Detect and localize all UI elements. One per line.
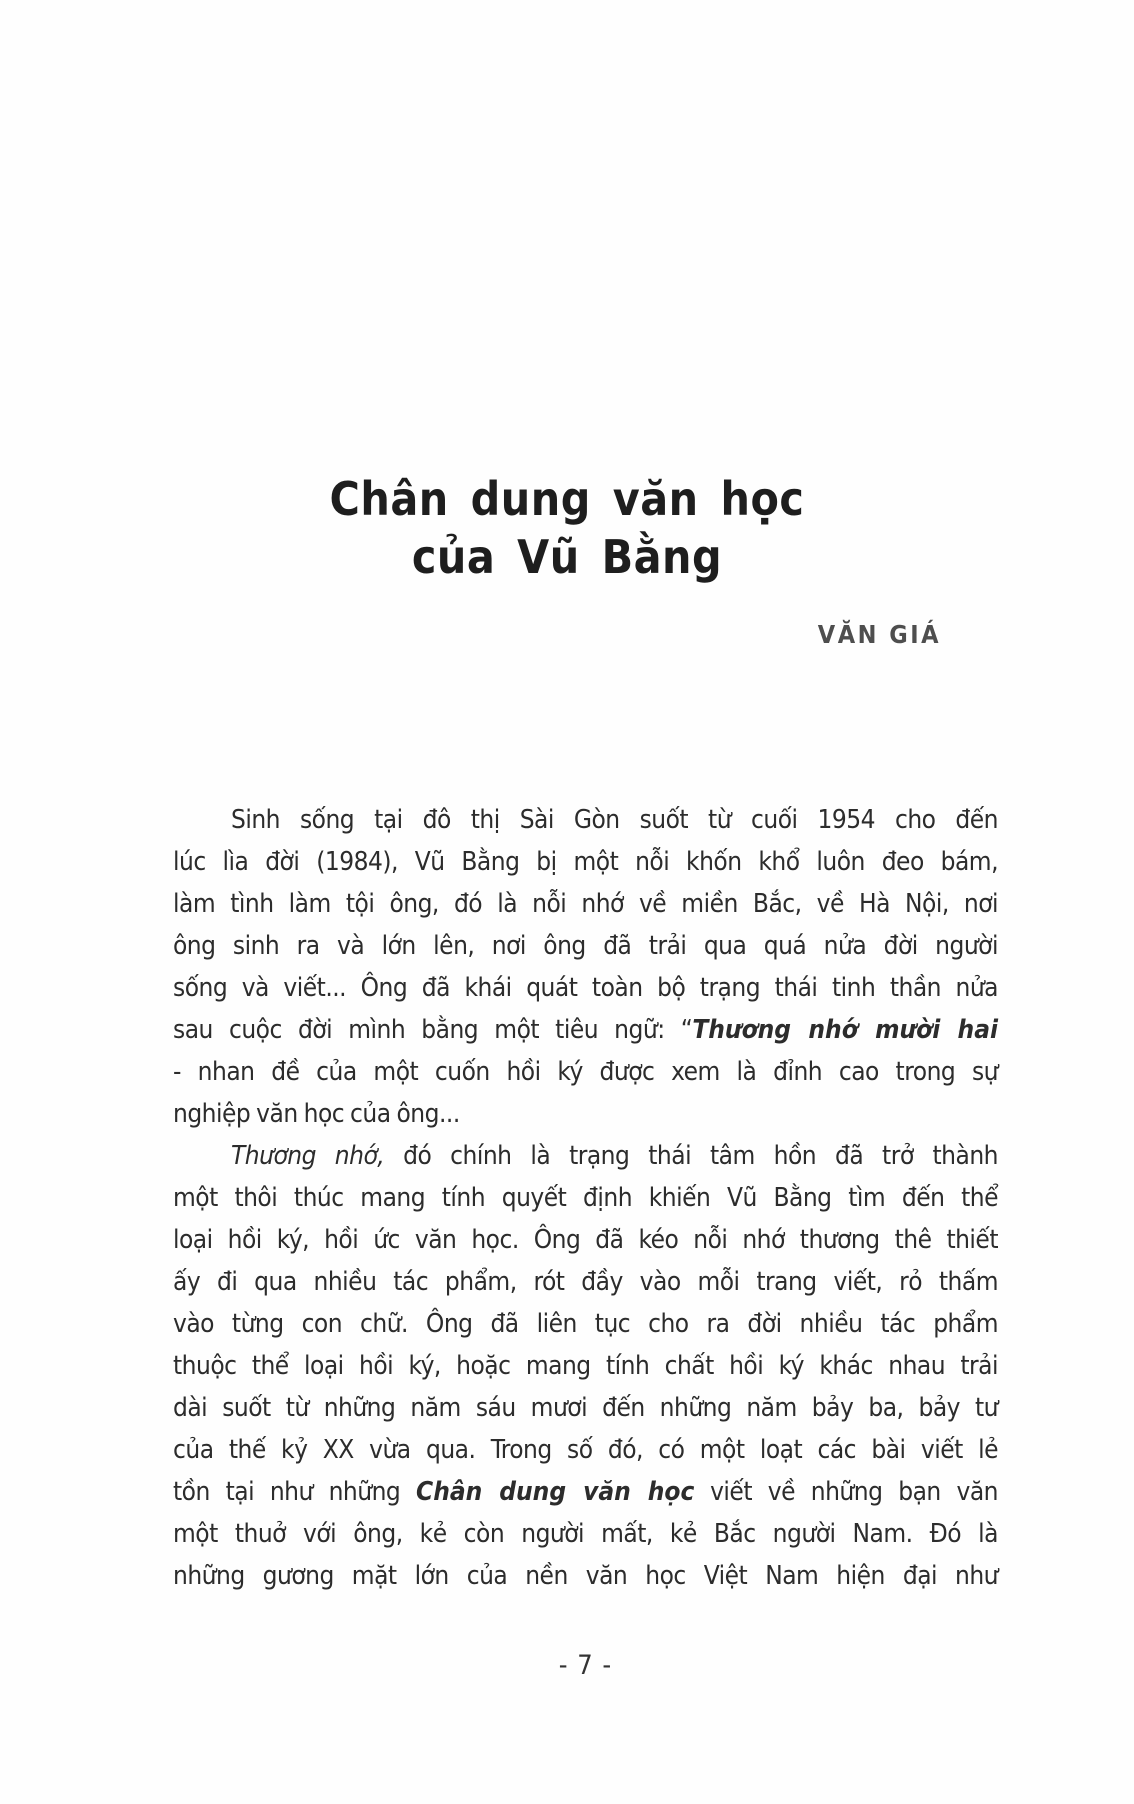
text-line	[173, 1261, 998, 1303]
chapter-title	[0, 470, 1134, 586]
text-segment-bold-italic: Thương nhớ mười hai	[692, 1015, 998, 1045]
text-line	[173, 1555, 998, 1597]
text-line	[173, 925, 998, 967]
text-line	[173, 1219, 998, 1261]
text-segment-normal: làm tình làm tội ông, đó là nỗi nhớ về miền Bắc, về Hà Nội, nơi	[173, 889, 998, 919]
text-line	[173, 1135, 998, 1177]
text-line	[173, 1345, 998, 1387]
text-line	[173, 1303, 998, 1345]
text-segment-normal: tồn tại như những	[173, 1477, 417, 1507]
text-segment-normal: một thôi thúc mang tính quyết định khiến Vũ Bằng tìm đến thể	[173, 1183, 998, 1213]
text-segment-normal: dài suốt từ những năm sáu mươi đến những năm bảy ba, bảy tư	[173, 1393, 998, 1423]
text-line	[173, 1093, 998, 1135]
text-segment-normal: ấy đi qua nhiều tác phẩm, rót đầy vào mỗi trang viết, rỏ thấm	[173, 1267, 998, 1297]
text-line	[173, 1387, 998, 1429]
text-line	[173, 1051, 998, 1093]
text-line	[173, 1513, 998, 1555]
text-line	[173, 1429, 998, 1471]
text-line	[173, 1009, 998, 1051]
text-segment-normal: Sinh sống tại đô thị Sài Gòn suốt từ cuối 1954 cho đến	[231, 805, 998, 835]
paragraph	[173, 799, 998, 1135]
chapter-title-line-1: Chân dung văn học	[329, 472, 805, 526]
text-line	[173, 841, 998, 883]
text-line	[173, 1177, 998, 1219]
text-segment-normal: sau cuộc đời mình bằng một tiêu ngữ: “	[173, 1015, 693, 1045]
text-segment-normal: lúc lìa đời (1984), Vũ Bằng bị một nỗi khốn khổ luôn đeo bám,	[173, 847, 998, 877]
text-segment-normal: ông sinh ra và lớn lên, nơi ông đã trải qua quá nửa đời người	[173, 931, 998, 961]
text-segment-normal: viết về những bạn văn	[694, 1477, 998, 1507]
chapter-title-line-2: của Vũ Bằng	[411, 530, 723, 584]
text-line	[173, 967, 998, 1009]
text-segment-bold-italic: Chân dung văn học	[416, 1477, 695, 1507]
text-segment-normal: sống và viết... Ông đã khái quát toàn bộ trạng thái tinh thần nửa	[173, 973, 998, 1003]
text-segment-normal: đó chính là trạng thái tâm hồn đã trở thành	[384, 1141, 998, 1171]
text-line	[173, 799, 998, 841]
text-segment-normal: nghiệp văn học của ông...	[173, 1099, 460, 1129]
page-number: - 7 -	[558, 1650, 613, 1681]
text-segment-italic: Thương nhớ,	[231, 1141, 385, 1171]
text-segment-normal: những gương mặt lớn của nền văn học Việt Nam hiện đại như	[173, 1561, 998, 1591]
text-segment-normal: của thế kỷ XX vừa qua. Trong số đó, có một loạt các bài viết lẻ	[173, 1435, 998, 1465]
paragraph	[173, 1135, 998, 1597]
text-line	[173, 1471, 998, 1513]
author-name: VĂN GIÁ	[817, 620, 941, 649]
text-line	[173, 883, 998, 925]
text-segment-normal: một thuở với ông, kẻ còn người mất, kẻ Bắc người Nam. Đó là	[173, 1519, 998, 1549]
text-segment-normal: loại hồi ký, hồi ức văn học. Ông đã kéo nỗi nhớ thương thê thiết	[173, 1225, 998, 1255]
text-segment-normal: - nhan đề của một cuốn hồi ký được xem là đỉnh cao trong sự	[173, 1057, 998, 1087]
text-segment-normal: vào từng con chữ. Ông đã liên tục cho ra đời nhiều tác phẩm	[173, 1309, 998, 1339]
body-text	[173, 799, 998, 1597]
text-segment-normal: thuộc thể loại hồi ký, hoặc mang tính chất hồi ký khác nhau trải	[173, 1351, 998, 1381]
